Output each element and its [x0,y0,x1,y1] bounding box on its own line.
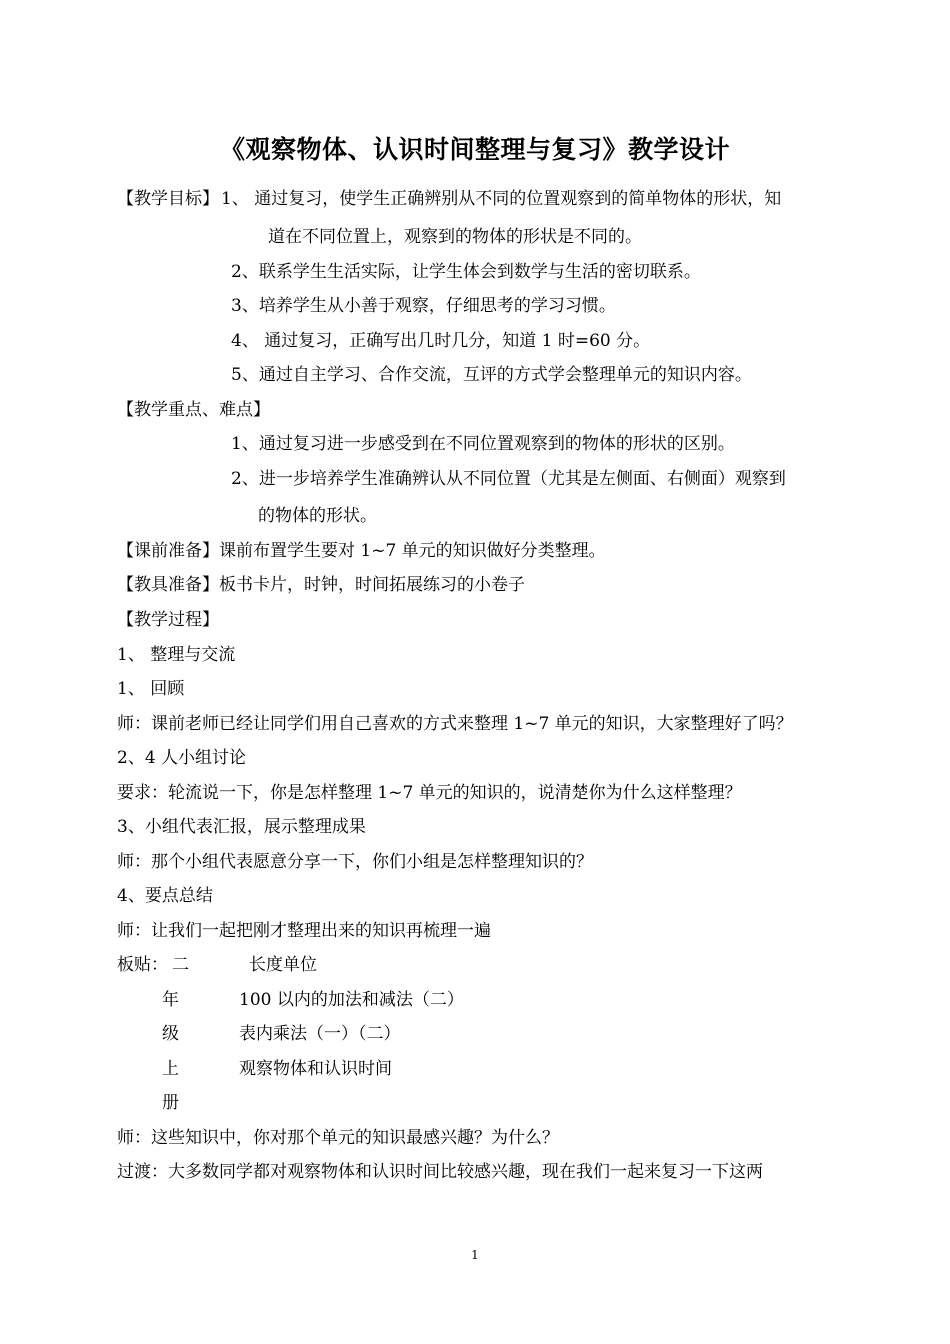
document-title: 《观察物体、认识时间整理与复习》教学设计 [219,135,730,164]
body-line: 师：那个小组代表愿意分享一下，你们小组是怎样整理知识的？ [117,852,593,872]
body-line: 过渡：大多数同学都对观察物体和认识时间比较感兴趣，现在我们一起来复习一下这两 [117,1162,763,1182]
goals-label: 【教学目标】 [117,189,219,209]
goal-item-5: 5、通过自主学习、合作交流，互评的方式学会整理单元的知识内容。 [231,365,752,385]
tools-line: 【教具准备】板书卡片，时钟，时间拓展练习的小卷子 [117,575,525,595]
keypoint-item-1: 1、通过复习进一步感受到在不同位置观察到的物体的形状的区别。 [231,434,735,454]
board-label: 板贴： [117,955,168,975]
keypoint-item-2: 2、进一步培养学生准确辨认从不同位置（尤其是左侧面、右侧面）观察到 [231,469,786,489]
board-unit: 100 以内的加法和减法（二） [239,990,464,1010]
board-unit: 表内乘法（一）（二） [239,1024,401,1044]
goal-item-1: 1、 通过复习，使学生正确辨别从不同的位置观察到的简单物体的形状，知 [221,189,782,209]
body-line: 4、要点总结 [117,886,213,906]
prep-line: 【课前准备】课前布置学生要对 1~7 单元的知识做好分类整理。 [117,541,606,561]
page-number: 1 [471,1248,479,1262]
process-label: 【教学过程】 [117,610,219,630]
body-line: 师：让我们一起把刚才整理出来的知识再梳理一遍 [117,921,491,941]
board-vertical-char: 上 [162,1059,179,1079]
goal-item-4: 4、 通过复习，正确写出几时几分，知道 1 时=60 分。 [231,331,651,351]
board-vertical-char: 年 [162,990,179,1010]
body-line: 3、小组代表汇报，展示整理成果 [117,817,366,837]
body-line: 2、4 人小组讨论 [117,748,247,768]
keypoint-item-2-cont: 的物体的形状。 [258,506,377,526]
goal-item-2: 2、联系学生生活实际，让学生体会到数学与生活的密切联系。 [231,262,701,282]
board-vertical-char: 级 [162,1024,179,1044]
body-line: 1、 回顾 [117,679,185,699]
keypoints-label: 【教学重点、难点】 [117,400,270,420]
body-line: 师：这些知识中，你对那个单元的知识最感兴趣？为什么？ [117,1128,559,1148]
body-line: 师：课前老师已经让同学们用自己喜欢的方式来整理 1~7 单元的知识，大家整理好了吗？ [117,714,793,734]
board-unit: 长度单位 [249,955,317,975]
board-unit: 观察物体和认识时间 [239,1059,392,1079]
board-vertical-char: 二 [172,955,189,975]
body-line: 要求：轮流说一下，你是怎样整理 1~7 单元的知识的，说清楚你为什么这样整理？ [117,783,742,803]
board-vertical-char: 册 [162,1093,179,1113]
body-line: 1、 整理与交流 [117,645,236,665]
goal-item-1-cont: 道在不同位置上，观察到的物体的形状是不同的。 [268,227,642,247]
goal-item-3: 3、培养学生从小善于观察，仔细思考的学习习惯。 [231,296,616,316]
